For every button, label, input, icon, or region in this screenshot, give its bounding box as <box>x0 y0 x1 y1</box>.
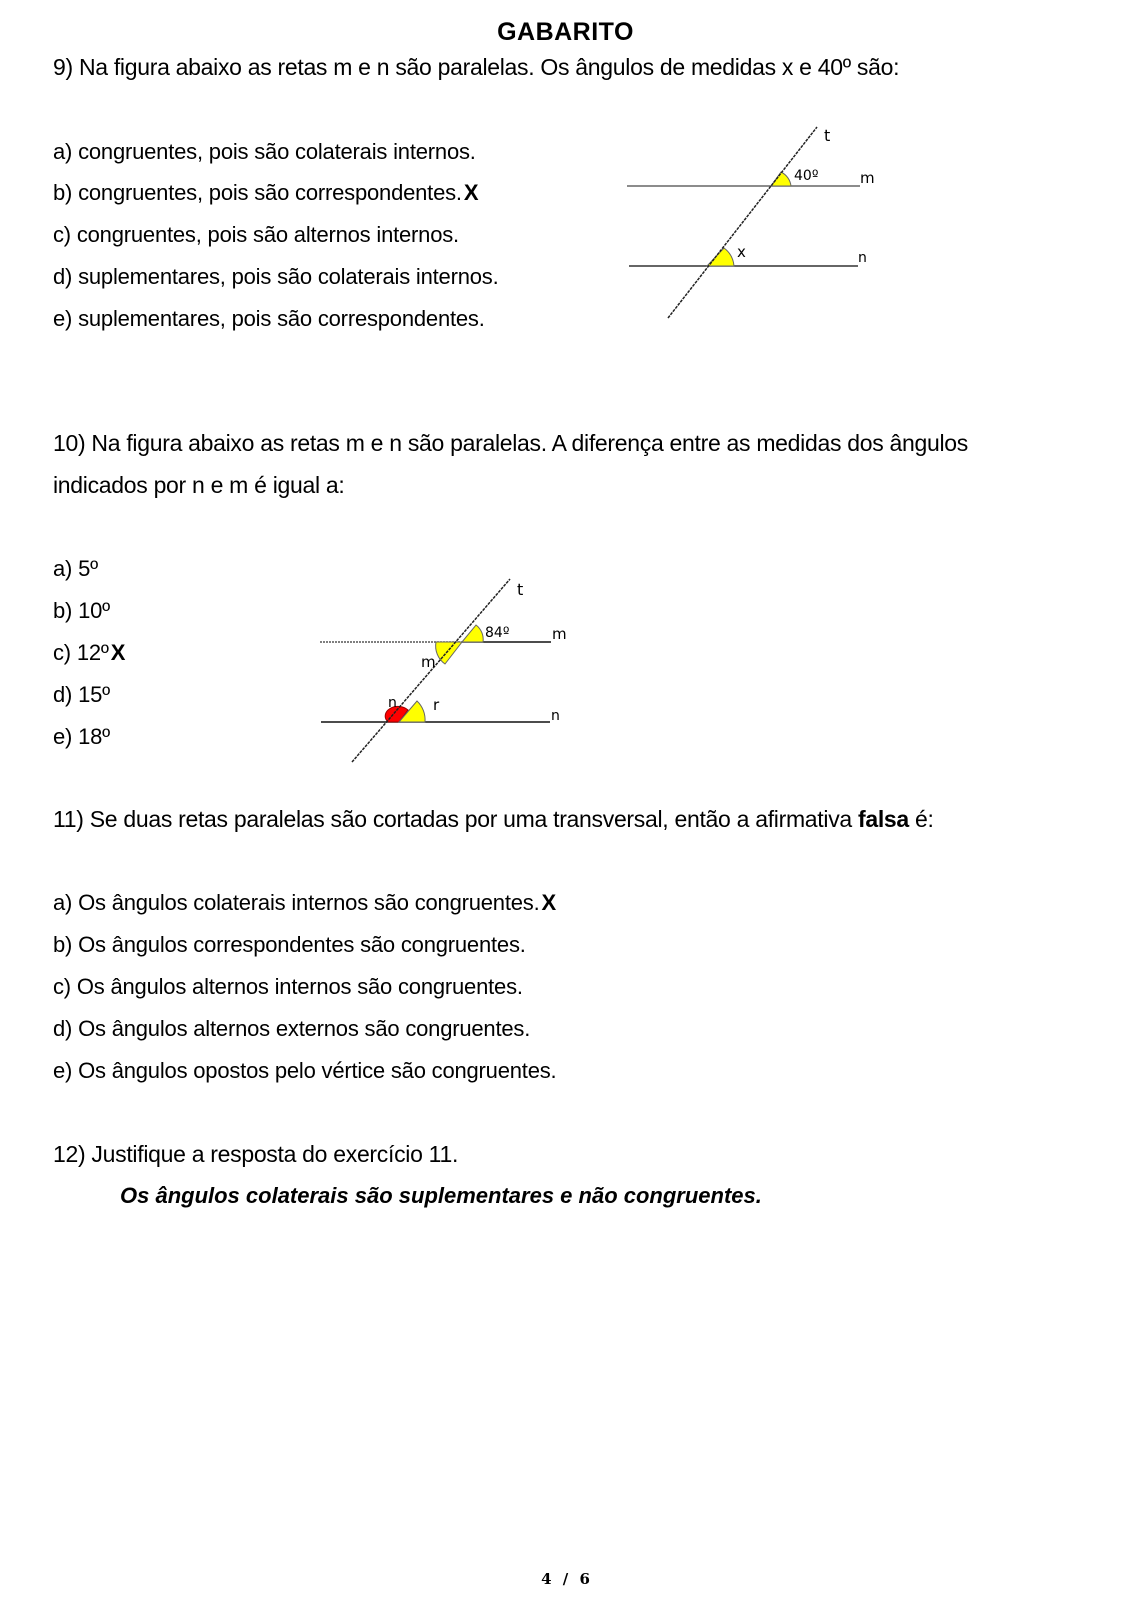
q10-option-d <box>53 682 112 708</box>
q10-figure <box>300 555 580 765</box>
answer-mark: X <box>541 890 556 915</box>
q10-option-e <box>53 724 112 750</box>
option-text: a) 5º <box>53 556 98 581</box>
q10-option-a <box>53 556 100 582</box>
answer-mark: X <box>110 640 126 665</box>
q9-option-a <box>53 139 478 165</box>
option-text: c) congruentes, pois são alternos internos. <box>53 222 459 247</box>
question-11-prompt <box>53 806 934 833</box>
option-text: d) Os ângulos alternos externos são congruentes. <box>53 1016 531 1041</box>
label-x: x <box>737 243 746 261</box>
q11-option-c <box>53 974 525 1000</box>
option-text: e) suplementares, pois são correspondentes. <box>53 306 485 331</box>
option-text: b) 10º <box>53 598 110 623</box>
angle-84-arc <box>462 625 483 642</box>
page-indicator: 4 / 6 <box>541 1570 590 1588</box>
option-text: c) 12º <box>53 640 109 665</box>
q9-figure <box>600 110 880 330</box>
q10-option-c <box>53 640 125 666</box>
q9-option-d <box>53 264 501 290</box>
option-text: b) Os ângulos correspondentes são congruentes. <box>53 932 526 957</box>
page-title: GABARITO <box>497 18 634 46</box>
option-text: a) congruentes, pois são colaterais internos. <box>53 139 476 164</box>
option-text: e) 18º <box>53 724 110 749</box>
prompt-suffix: é: <box>908 806 934 832</box>
question-12-prompt: 12) Justifique a resposta do exercício 11. <box>53 1141 459 1167</box>
question-9-prompt: 9) Na figura abaixo as retas m e n são paralelas. Os ângulos de medidas x e 40º são: <box>53 54 900 80</box>
label-angle-m: m <box>421 653 436 671</box>
label-line-m: m <box>552 625 567 643</box>
prompt-emphasis: falsa <box>857 806 909 832</box>
q9-option-c <box>53 222 461 248</box>
option-text: c) Os ângulos alternos internos são congruentes. <box>53 974 523 999</box>
label-m: m <box>860 169 875 187</box>
label-angle-r: r <box>433 696 440 714</box>
question-10-prompt-line2: indicados por n e m é igual a: <box>53 472 345 498</box>
option-text: b) congruentes, pois são correspondentes. <box>53 180 462 205</box>
option-text: d) 15º <box>53 682 110 707</box>
label-84: 84º <box>485 625 510 641</box>
question-10-prompt-line1: 10) Na figura abaixo as retas m e n são paralelas. A diferença entre as medidas dos ângulos <box>53 430 968 456</box>
q9-option-e <box>53 306 487 332</box>
prompt-text: 11) Se duas retas paralelas são cortadas por uma transversal, então a afirmativa <box>53 806 858 832</box>
label-n: n <box>858 250 867 266</box>
label-t: t <box>517 580 524 599</box>
q11-option-a <box>53 890 556 916</box>
option-text: a) Os ângulos colaterais internos são congruentes. <box>53 890 540 915</box>
q11-option-e <box>53 1058 558 1084</box>
label-line-n: n <box>551 708 560 724</box>
q9-option-b <box>53 180 478 206</box>
label-angle-n: n <box>388 695 397 711</box>
question-12-answer: Os ângulos colaterais são suplementares e não congruentes. <box>120 1183 762 1208</box>
option-text: e) Os ângulos opostos pelo vértice são congruentes. <box>53 1058 557 1083</box>
label-40: 40º <box>794 168 819 184</box>
answer-mark: X <box>463 180 479 205</box>
line-t <box>668 127 817 318</box>
q11-option-b <box>53 932 528 958</box>
q11-option-d <box>53 1016 532 1042</box>
option-text: d) suplementares, pois são colaterais internos. <box>53 264 499 289</box>
q10-option-b <box>53 598 112 624</box>
label-t: t <box>824 126 831 145</box>
